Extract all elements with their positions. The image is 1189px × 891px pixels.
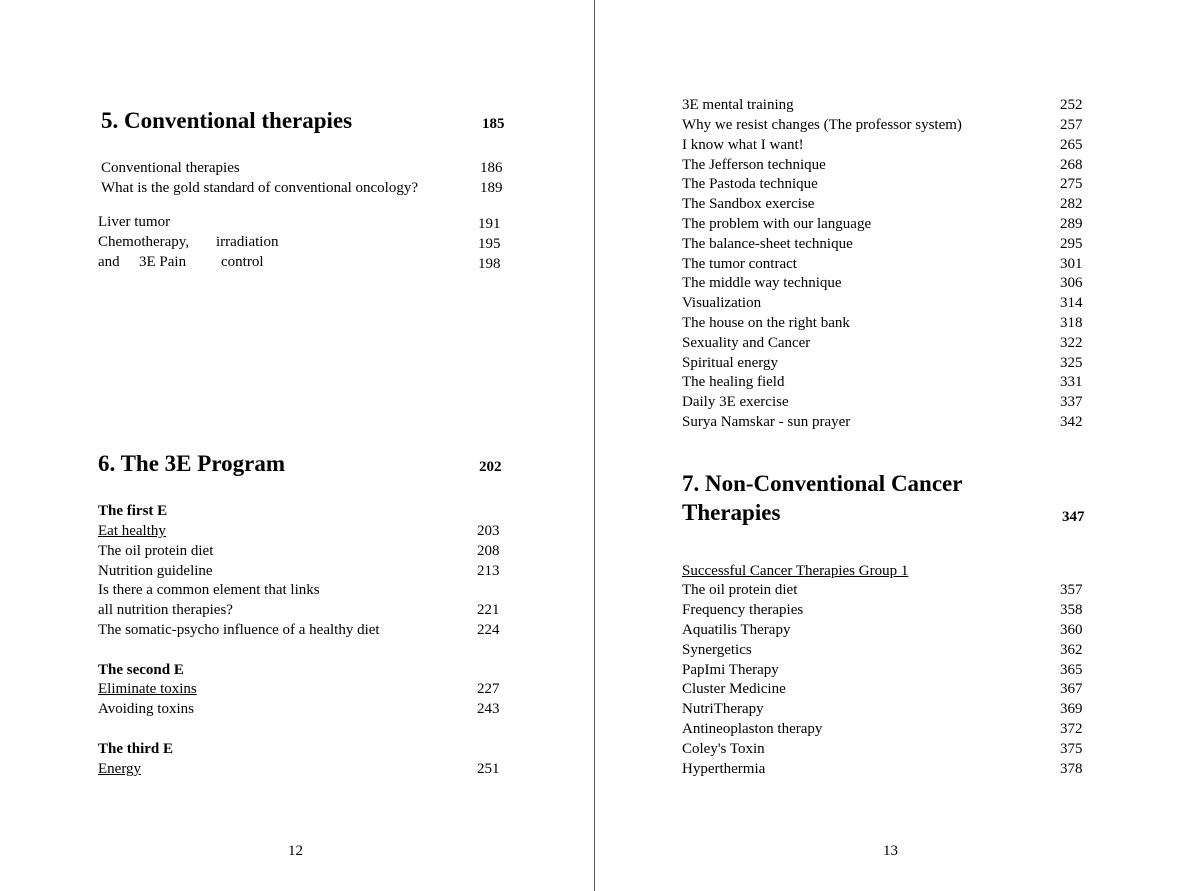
toc-entry[interactable]: Nutrition guideline (98, 563, 213, 579)
toc-page-number: 198 (478, 256, 501, 272)
chapter-7-page: 347 (1062, 509, 1085, 525)
toc-page-number: 243 (477, 701, 500, 717)
chapter-7-title-line-1: 7. Non-Conventional Cancer (682, 471, 963, 496)
section-heading-second-e: The second E (98, 662, 184, 678)
toc-page-number: 186 (480, 160, 503, 176)
toc-page-number: 208 (477, 543, 500, 559)
toc-entry[interactable]: The problem with our language (682, 216, 872, 232)
toc-entry[interactable]: Aquatilis Therapy (682, 622, 791, 638)
toc-page-number: 314 (1060, 295, 1083, 311)
toc-entry[interactable]: PapImi Therapy (682, 662, 779, 678)
toc-entry[interactable]: The house on the right bank (682, 315, 850, 331)
toc-page-number: 189 (480, 180, 503, 196)
toc-page-number: 275 (1060, 176, 1083, 192)
page-number-left: 12 (288, 843, 303, 859)
toc-entry[interactable]: NutriTherapy (682, 701, 764, 717)
toc-page-number: 367 (1060, 681, 1083, 697)
toc-entry-part[interactable]: irradiation (216, 234, 279, 250)
toc-page-number: 325 (1060, 355, 1083, 371)
toc-entry-link[interactable]: Eat healthy (98, 523, 166, 539)
toc-page-number: 191 (478, 216, 501, 232)
section-heading-third-e: The third E (98, 741, 174, 757)
toc-entry[interactable]: The Pastoda technique (682, 176, 818, 192)
toc-entry[interactable]: Liver tumor (98, 214, 171, 230)
toc-page-number: 378 (1060, 761, 1083, 777)
toc-page-number: 318 (1060, 315, 1083, 331)
toc-entry-link[interactable]: Energy (98, 761, 142, 777)
toc-page-number: 322 (1060, 335, 1083, 351)
toc-page-number: 375 (1060, 741, 1083, 757)
right-page (595, 0, 1189, 891)
toc-entry[interactable]: The Jefferson technique (682, 157, 826, 173)
toc-entry[interactable]: Avoiding toxins (98, 701, 194, 717)
toc-page-number: 257 (1060, 117, 1083, 133)
toc-page-number: 252 (1060, 97, 1083, 113)
toc-entry[interactable]: The healing field (682, 374, 785, 390)
toc-page-number: 224 (477, 622, 500, 638)
toc-page-number: 221 (477, 602, 500, 618)
toc-page-number: 268 (1060, 157, 1083, 173)
toc-entry[interactable]: all nutrition therapies? (98, 602, 233, 618)
toc-page-number: 365 (1060, 662, 1083, 678)
toc-page-number: 357 (1060, 582, 1083, 598)
left-page (0, 0, 594, 891)
toc-entry[interactable]: I know what I want! (682, 137, 804, 153)
page-number-right: 13 (883, 843, 898, 859)
toc-page-number: 265 (1060, 137, 1083, 153)
toc-page-number: 331 (1060, 374, 1083, 390)
toc-entry[interactable]: Frequency therapies (682, 602, 804, 618)
toc-page-number: 289 (1060, 216, 1083, 232)
chapter-6-page: 202 (479, 459, 502, 475)
toc-entry[interactable]: The oil protein diet (682, 582, 798, 598)
toc-entry[interactable]: Spiritual energy (682, 355, 778, 371)
toc-entry-part[interactable]: control (221, 254, 264, 270)
chapter-5-page: 185 (482, 116, 505, 132)
chapter-6-title: 6. The 3E Program (98, 451, 285, 476)
toc-entry[interactable]: Daily 3E exercise (682, 394, 789, 410)
toc-entry[interactable]: Chemotherapy, (98, 234, 190, 250)
toc-page-number: 195 (478, 236, 501, 252)
toc-entry[interactable]: Hyperthermia (682, 761, 766, 777)
toc-entry[interactable]: Antineoplaston therapy (682, 721, 823, 737)
toc-entry[interactable]: Conventional therapies (101, 160, 240, 176)
toc-entry[interactable]: Cluster Medicine (682, 681, 786, 697)
toc-entry[interactable]: Is there a common element that links (98, 582, 320, 598)
toc-page-number: 306 (1060, 275, 1083, 291)
toc-entry[interactable]: The Sandbox exercise (682, 196, 815, 212)
chapter-7-title-line-2: Therapies (682, 500, 781, 525)
toc-page-number: 203 (477, 523, 500, 539)
toc-entry[interactable]: Coley's Toxin (682, 741, 765, 757)
toc-page-number: 342 (1060, 414, 1083, 430)
toc-page-number: 360 (1060, 622, 1083, 638)
toc-entry[interactable]: Why we resist changes (The professor system) (682, 117, 962, 133)
toc-page-number: 337 (1060, 394, 1083, 410)
toc-entry[interactable]: The oil protein diet (98, 543, 214, 559)
toc-page-number: 358 (1060, 602, 1083, 618)
toc-page-number: 372 (1060, 721, 1083, 737)
toc-entry-link[interactable]: Eliminate toxins (98, 681, 197, 697)
toc-entry[interactable]: Surya Namskar - sun prayer (682, 414, 851, 430)
group-heading-link[interactable]: Successful Cancer Therapies Group 1 (682, 563, 909, 579)
toc-page-number: 213 (477, 563, 500, 579)
chapter-5-title: 5. Conventional therapies (101, 108, 353, 133)
toc-entry[interactable]: The somatic-psycho influence of a healthy diet (98, 622, 380, 638)
toc-page-number: 362 (1060, 642, 1083, 658)
toc-entry[interactable]: 3E mental training (682, 97, 794, 113)
toc-entry[interactable]: and (98, 254, 120, 270)
toc-entry[interactable]: Visualization (682, 295, 762, 311)
toc-page-number: 282 (1060, 196, 1083, 212)
toc-page-number: 295 (1060, 236, 1083, 252)
toc-page-number: 251 (477, 761, 500, 777)
section-heading-first-e: The first E (98, 503, 168, 519)
toc-entry[interactable]: The balance-sheet technique (682, 236, 853, 252)
toc-page-number: 301 (1060, 256, 1083, 272)
toc-entry[interactable]: The tumor contract (682, 256, 797, 272)
toc-entry-part[interactable]: 3E Pain (139, 254, 187, 270)
toc-entry[interactable]: Synergetics (682, 642, 752, 658)
toc-entry[interactable]: What is the gold standard of conventional oncology? (101, 180, 418, 196)
toc-entry[interactable]: Sexuality and Cancer (682, 335, 811, 351)
toc-entry[interactable]: The middle way technique (682, 275, 842, 291)
toc-page-number: 369 (1060, 701, 1083, 717)
toc-page-number: 227 (477, 681, 500, 697)
